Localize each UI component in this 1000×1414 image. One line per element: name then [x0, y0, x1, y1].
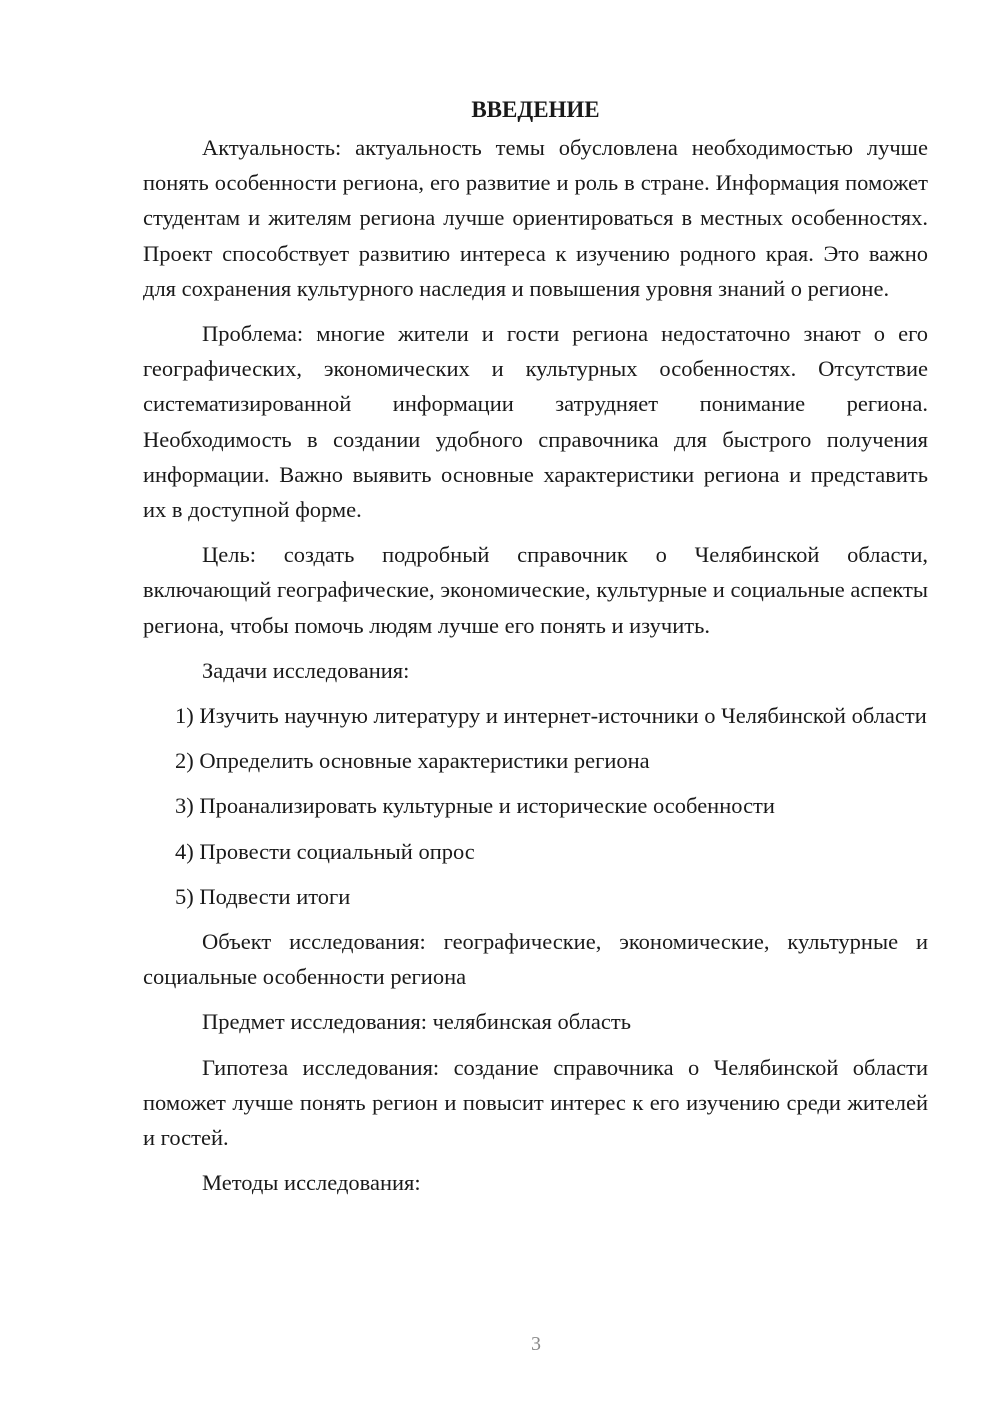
- paragraph-relevance: Актуальность: актуальность темы обусловлена необходимостью лучше понять особенности региона, его развитие и роль в стране. Информация поможет студентам и жителям региона лучше ориентироваться в местных особенностях. Проект способствует развитию интереса к изучению родного края. Это важно для сохранения культурного наследия и повышения уровня знаний о регионе.: [143, 135, 928, 301]
- task-item-2: 2) Определить основные характеристики региона: [175, 748, 650, 774]
- paragraph-problem: Проблема: многие жители и гости региона недостаточно знают о его географических, экономических и культурных особенностях. Отсутствие систематизированной информации затрудняет понимание региона. Необходимость в создании удобного справочника для быстрого получения информации. Важно выявить основные характеристики региона и представить их в доступной форме.: [143, 321, 928, 523]
- task-item-4: 4) Провести социальный опрос: [175, 838, 475, 864]
- paragraph-tasks-heading: Задачи исследования:: [202, 657, 410, 683]
- task-item-5: 5) Подвести итоги: [175, 883, 351, 909]
- paragraph-methods: Методы исследования:: [202, 1170, 421, 1196]
- page-number: 3: [531, 1333, 541, 1355]
- section-title: ВВЕДЕНИЕ: [471, 97, 600, 122]
- paragraph-subject: Предмет исследования: челябинская область: [202, 1009, 631, 1035]
- paragraph-goal: Цель: создать подробный справочник о Челябинской области, включающий географические, экономические, культурные и социальные аспекты региона, чтобы помочь людям лучше его понять и изучить.: [143, 542, 928, 638]
- task-item-3: 3) Проанализировать культурные и исторические особенности: [175, 793, 775, 819]
- paragraph-object: Объект исследования: географические, экономические, культурные и социальные особенности региона: [143, 929, 928, 990]
- document-page: [143, 92, 928, 1210]
- paragraph-hypothesis: Гипотеза исследования: создание справочника о Челябинской области поможет лучше понять регион и повысит интерес к его изучению среди жителей и гостей.: [143, 1054, 928, 1151]
- task-item-1: 1) Изучить научную литературу и интернет-источники о Челябинской области: [175, 703, 927, 729]
